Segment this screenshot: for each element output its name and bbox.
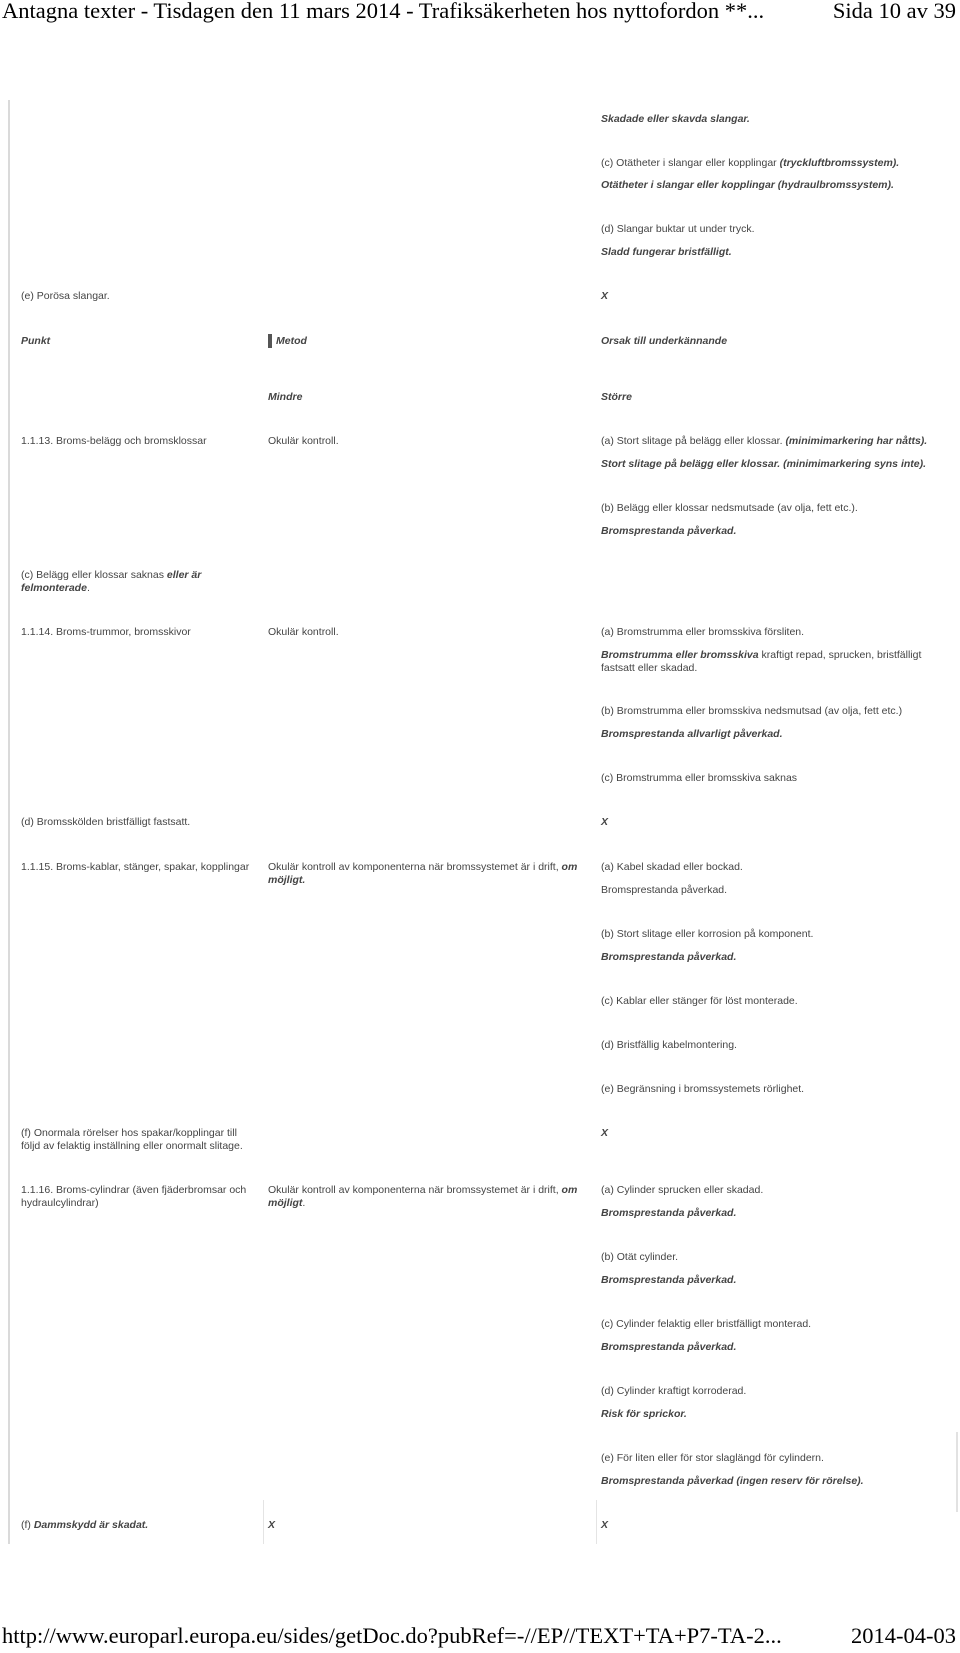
cell-text: Bromsprestanda påverkad. [601, 951, 737, 963]
mark-x: X [268, 1519, 276, 1531]
cell-text: Bromsprestanda påverkad. [601, 1341, 737, 1353]
cell-text: (b) Otät cylinder. [601, 1251, 679, 1263]
cell-text: Bromsprestanda allvarligt påverkad. [601, 728, 783, 740]
cell-text: (b) Bromstrumma eller bromsskiva nedsmutsad (av olja, fett etc.) [601, 705, 903, 717]
cell-text: Skadade eller skavda slangar. [601, 113, 750, 125]
mark-x: X [601, 1519, 609, 1531]
print-date: 2014-04-03 [851, 1623, 956, 1648]
cell-text: Sladd fungerar bristfälligt. [601, 246, 732, 258]
item-method: Okulär kontroll av komponenterna när bromssystemet är i drift, om möjligt. [268, 861, 578, 886]
cell-text: (a) Kabel skadad eller bockad. [601, 861, 743, 873]
cell-divider [596, 1500, 597, 1544]
cell-text: (f) Dammskydd är skadat. [21, 1519, 149, 1531]
cell-text: (e) För liten eller för stor slaglängd för cylindern. [601, 1452, 824, 1464]
cell-text: (b) Stort slitage eller korrosion på komponent. [601, 928, 814, 940]
cell-text: (c) Cylinder felaktig eller bristfälligt monterad. [601, 1318, 812, 1330]
item-point: 1.1.15. Broms-kablar, stänger, spakar, kopplingar [21, 861, 250, 873]
cell-text: (a) Stort slitage på belägg eller klossar. (minimimarkering har nåtts). [601, 435, 928, 447]
cell-text: (c) Otätheter i slangar eller kopplingar (tryckluftbromssystem). [601, 157, 900, 169]
column-header-metod: Metod [276, 335, 307, 347]
mark-x: X [601, 290, 609, 302]
cell-text: Risk för sprickor. [601, 1408, 687, 1420]
cell-text: (e) Porösa slangar. [21, 290, 110, 302]
item-point: 1.1.16. Broms-cylindrar (även fjäderbromsar och hydraulcylindrar) [21, 1184, 247, 1209]
mark-x: X [601, 1127, 609, 1139]
cell-text: (a) Cylinder sprucken eller skadad. [601, 1184, 764, 1196]
column-header-storre: Större [601, 391, 632, 403]
source-url: http://www.europarl.europa.eu/sides/getDoc.do?pubRef=-//EP//TEXT+TA+P7-TA-2... [2, 1623, 782, 1648]
cell-text: (c) Bromstrumma eller bromsskiva saknas [601, 772, 798, 784]
page-footer [0, 1621, 960, 1653]
cell-text: Bromsprestanda påverkad (ingen reserv för rörelse). [601, 1475, 864, 1487]
cell-text: (d) Bristfällig kabelmontering. [601, 1039, 737, 1051]
cell-text: Stort slitage på belägg eller klossar. (minimimarkering syns inte). [601, 458, 927, 470]
column-header-mindre: Mindre [268, 391, 303, 403]
cell-text: (d) Cylinder kraftigt korroderad. [601, 1385, 747, 1397]
cell-text: Bromsprestanda påverkad. [601, 884, 728, 896]
page-header [0, 0, 960, 30]
header-marker [268, 334, 272, 348]
cell-text: (f) Onormala rörelser hos spakar/kopplingar till följd av felaktig inställning eller onormalt slitage. [21, 1127, 243, 1152]
column-header-punkt: Punkt [21, 335, 51, 347]
cell-text: (d) Bromsskölden bristfälligt fastsatt. [21, 816, 191, 828]
cell-text: Bromsprestanda påverkad. [601, 1274, 737, 1286]
item-method: Okulär kontroll. [268, 626, 339, 638]
cell-text: (c) Belägg eller klossar saknas eller är felmonterade. [21, 569, 202, 594]
item-point: 1.1.14. Broms-trummor, bromsskivor [21, 626, 191, 638]
document-title: Antagna texter - Tisdagen den 11 mars 2014 - Trafiksäkerheten hos nyttofordon **... [2, 0, 765, 23]
cell-text: (e) Begränsning i bromssystemets rörlighet. [601, 1083, 805, 1095]
cell-text: Bromstrumma eller bromsskiva kraftigt repad, sprucken, bristfälligt fastsatt eller skadad. [601, 649, 922, 674]
column-header-orsak: Orsak till underkännande [601, 335, 728, 347]
cell-text: Bromsprestanda påverkad. [601, 525, 737, 537]
table-right-border [956, 1432, 958, 1512]
cell-text: (a) Bromstrumma eller bromsskiva försliten. [601, 626, 805, 638]
page-number: Sida 10 av 39 [832, 0, 956, 23]
cell-divider [263, 1500, 264, 1544]
cell-text: (d) Slangar buktar ut under tryck. [601, 223, 755, 235]
item-method: Okulär kontroll. [268, 435, 339, 447]
item-point: 1.1.13. Broms-belägg och bromsklossar [21, 435, 207, 447]
cell-text: Bromsprestanda påverkad. [601, 1207, 737, 1219]
item-method: Okulär kontroll av komponenterna när bromssystemet är i drift, om möjligt. [268, 1184, 578, 1209]
cell-text: (b) Belägg eller klossar nedsmutsade (av olja, fett etc.). [601, 502, 858, 514]
cell-text: (c) Kablar eller stänger för löst monterade. [601, 995, 798, 1007]
table-left-border [8, 100, 10, 1544]
cell-text: Otätheter i slangar eller kopplingar (hydraulbromssystem). [601, 179, 894, 191]
mark-x: X [601, 816, 609, 828]
